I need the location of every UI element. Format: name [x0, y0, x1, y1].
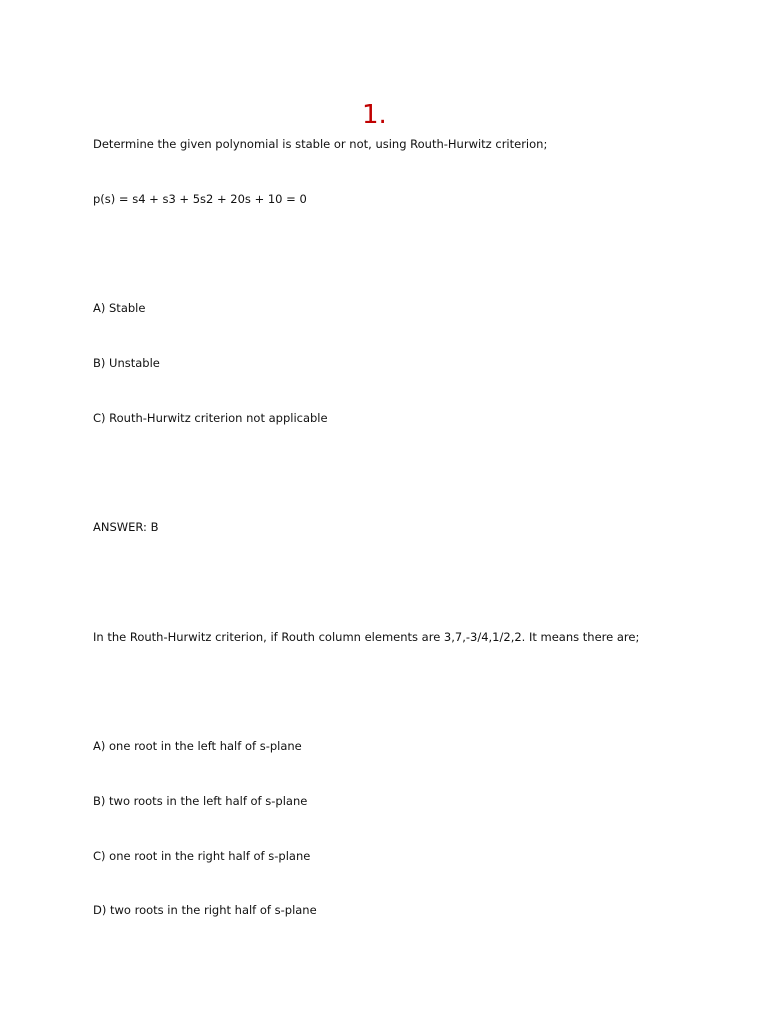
question-2-prompt: In the Routh-Hurwitz criterion, if Routh column elements are 3,7,-3/4,1/2,2. It means there are;: [93, 630, 640, 644]
question-2-option-b: B) two roots in the left half of s-plane: [93, 794, 308, 808]
question-2-option-d: D) two roots in the right half of s-plane: [93, 903, 317, 917]
question-1-option-c: C) Routh-Hurwitz criterion not applicable: [93, 411, 328, 425]
question-1-equation: p(s) = s4 + s3 + 5s2 + 20s + 10 = 0: [93, 192, 307, 206]
question-1-prompt: Determine the given polynomial is stable or not, using Routh-Hurwitz criterion;: [93, 137, 548, 151]
question-1-answer: ANSWER: B: [93, 520, 159, 534]
question-1-option-a: A) Stable: [93, 301, 146, 315]
question-1-option-b: B) Unstable: [93, 356, 160, 370]
question-number: 1.: [362, 100, 387, 130]
question-2-option-c: C) one root in the right half of s-plane: [93, 849, 311, 863]
question-2-option-a: A) one root in the left half of s-plane: [93, 739, 302, 753]
